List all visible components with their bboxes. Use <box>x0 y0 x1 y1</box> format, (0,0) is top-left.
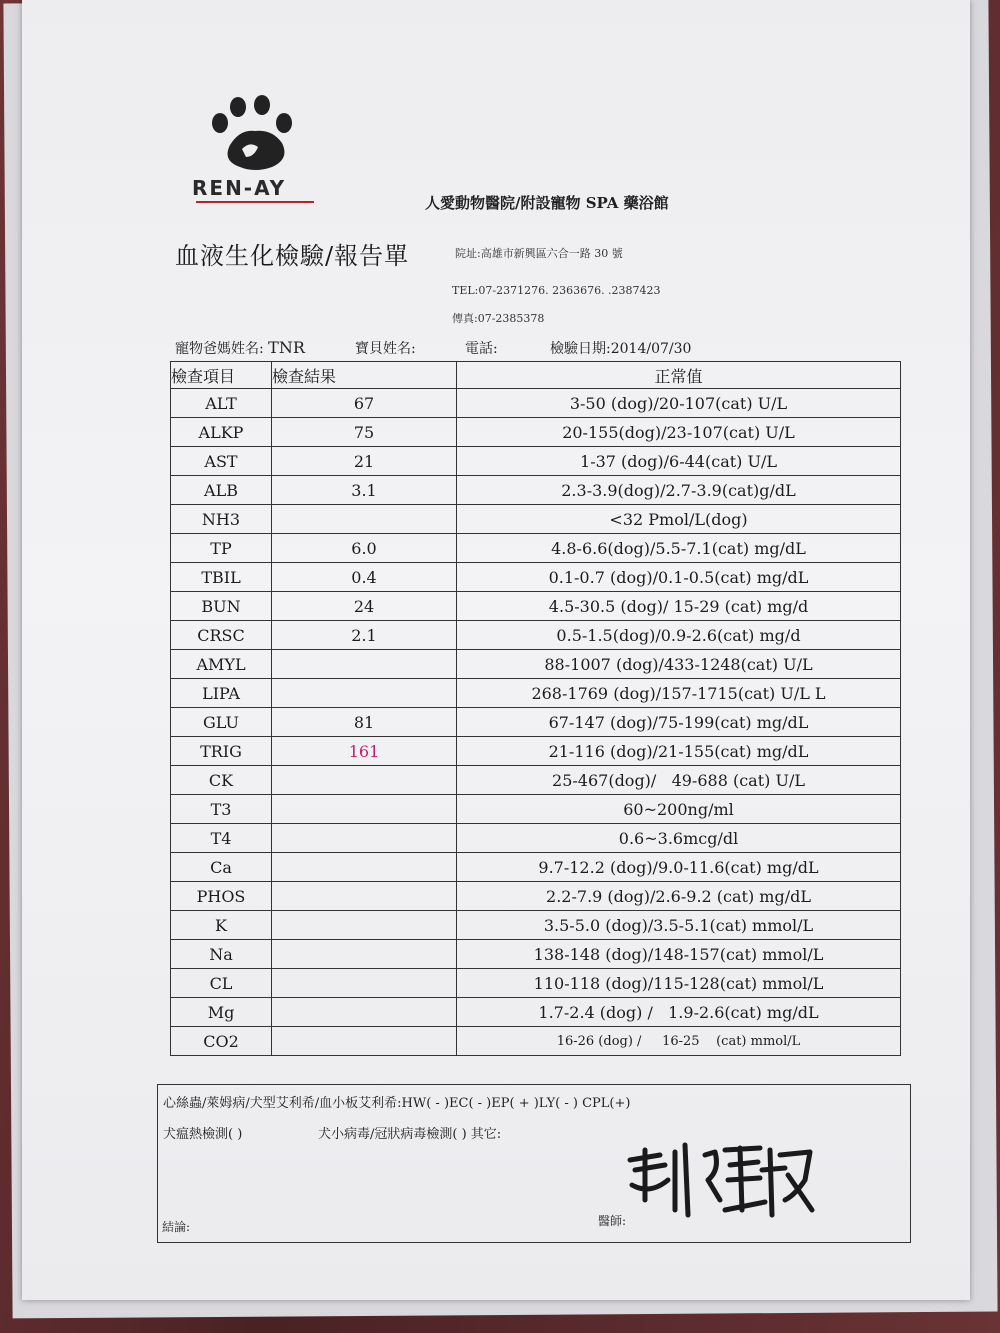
normal-range: 88-1007 (dog)/433-1248(cat) U/L <box>457 650 901 679</box>
owner-field <box>175 338 305 358</box>
heartworm-test-line: 心絲蟲/萊姆病/犬型艾利希/血小板艾利希:HW( - )EC( - )EP( + )LY( - ) CPL(+) <box>163 1096 631 1111</box>
test-item: T4 <box>171 824 272 853</box>
owner-value: TNR <box>268 338 305 357</box>
test-result: 21 <box>272 447 457 476</box>
table-row <box>171 882 901 911</box>
test-item: Na <box>171 940 272 969</box>
table-row <box>171 418 901 447</box>
normal-range: 110-118 (dog)/115-128(cat) mmol/L <box>457 969 901 998</box>
test-item: TP <box>171 534 272 563</box>
table-row <box>171 679 901 708</box>
normal-range: 4.5-30.5 (dog)/ 15-29 (cat) mg/d <box>457 592 901 621</box>
table-row <box>171 476 901 505</box>
header-normal: 正常值 <box>457 362 901 389</box>
brand-underline <box>196 201 314 203</box>
test-item: GLU <box>171 708 272 737</box>
normal-range: 3.5-5.0 (dog)/3.5-5.1(cat) mmol/L <box>457 911 901 940</box>
test-item: CL <box>171 969 272 998</box>
normal-range: 2.2-7.9 (dog)/2.6-9.2 (cat) mg/dL <box>457 882 901 911</box>
table-row <box>171 795 901 824</box>
table-row <box>171 824 901 853</box>
test-result <box>272 882 457 911</box>
test-item: ALKP <box>171 418 272 447</box>
normal-range: 1.7-2.4 (dog) / 1.9-2.6(cat) mg/dL <box>457 998 901 1027</box>
table-row <box>171 998 901 1027</box>
normal-range: 0.5-1.5(dog)/0.9-2.6(cat) mg/d <box>457 621 901 650</box>
normal-range: 0.1-0.7 (dog)/0.1-0.5(cat) mg/dL <box>457 563 901 592</box>
table-row <box>171 940 901 969</box>
test-item: T3 <box>171 795 272 824</box>
test-result <box>272 824 457 853</box>
normal-range: 1-37 (dog)/6-44(cat) U/L <box>457 447 901 476</box>
test-item: TRIG <box>171 737 272 766</box>
test-item: Mg <box>171 998 272 1027</box>
test-result <box>272 1027 457 1056</box>
test-result: 24 <box>272 592 457 621</box>
test-item: CO2 <box>171 1027 272 1056</box>
fax: 傳真:07-2385378 <box>452 312 545 325</box>
test-result: 0.4 <box>272 563 457 592</box>
table-row <box>171 737 901 766</box>
test-result <box>272 650 457 679</box>
test-item: ALB <box>171 476 272 505</box>
test-item: NH3 <box>171 505 272 534</box>
test-item: PHOS <box>171 882 272 911</box>
test-result: 161 <box>272 737 457 766</box>
normal-range: 25-467(dog)/ 49-688 (cat) U/L <box>457 766 901 795</box>
normal-range: 268-1769 (dog)/157-1715(cat) U/L L <box>457 679 901 708</box>
test-result: 67 <box>272 389 457 418</box>
normal-range: 67-147 (dog)/75-199(cat) mg/dL <box>457 708 901 737</box>
table-row <box>171 447 901 476</box>
test-item: K <box>171 911 272 940</box>
test-item: AST <box>171 447 272 476</box>
telephone: TEL:07-2371276. 2363676. .2387423 <box>452 284 661 297</box>
test-result <box>272 505 457 534</box>
test-item: AMYL <box>171 650 272 679</box>
normal-range: 0.6~3.6mcg/dl <box>457 824 901 853</box>
test-result: 2.1 <box>272 621 457 650</box>
paw-logo-icon <box>200 95 310 175</box>
test-result <box>272 853 457 882</box>
phone-label: 電話: <box>465 341 498 357</box>
table-row <box>171 389 901 418</box>
table-row <box>171 853 901 882</box>
normal-range: 60~200ng/ml <box>457 795 901 824</box>
table-header-row <box>171 362 901 389</box>
test-item: CRSC <box>171 621 272 650</box>
normal-range: 20-155(dog)/23-107(cat) U/L <box>457 418 901 447</box>
test-result <box>272 940 457 969</box>
test-item: Ca <box>171 853 272 882</box>
header-result: 檢查結果 <box>272 362 457 389</box>
test-item: LIPA <box>171 679 272 708</box>
table-row <box>171 708 901 737</box>
test-date-label: 檢驗日期: <box>550 341 611 357</box>
normal-range: 2.3-3.9(dog)/2.7-3.9(cat)g/dL <box>457 476 901 505</box>
normal-range: 16-26 (dog) / 16-25 (cat) mmol/L <box>457 1027 901 1056</box>
table-row <box>171 650 901 679</box>
test-item: TBIL <box>171 563 272 592</box>
owner-label: 寵物爸媽姓名: <box>175 341 264 357</box>
test-result <box>272 795 457 824</box>
table-row <box>171 563 901 592</box>
test-result <box>272 679 457 708</box>
normal-range: 21-116 (dog)/21-155(cat) mg/dL <box>457 737 901 766</box>
normal-range: 9.7-12.2 (dog)/9.0-11.6(cat) mg/dL <box>457 853 901 882</box>
report-title: 血液生化檢驗/報告單 <box>175 242 410 270</box>
test-result: 6.0 <box>272 534 457 563</box>
test-result: 81 <box>272 708 457 737</box>
brand-name: REN-AY <box>192 176 287 200</box>
pet-name-label: 寶貝姓名: <box>355 341 416 357</box>
table-row <box>171 505 901 534</box>
test-result: 3.1 <box>272 476 457 505</box>
normal-range: 4.8-6.6(dog)/5.5-7.1(cat) mg/dL <box>457 534 901 563</box>
test-date-value: 2014/07/30 <box>610 341 692 357</box>
table-row <box>171 1027 901 1056</box>
table-row <box>171 911 901 940</box>
test-date-field <box>550 338 691 358</box>
test-result <box>272 998 457 1027</box>
hospital-name: 人愛動物醫院/附設寵物 SPA 藥浴館 <box>425 194 669 212</box>
distemper-test: 犬瘟熱檢測( ) <box>163 1127 243 1142</box>
address: 院址:高雄市新興區六合一路 30 號 <box>455 247 623 260</box>
conclusion-label: 結論: <box>162 1220 191 1234</box>
header-item: 檢查項目 <box>171 362 272 389</box>
normal-range: 138-148 (dog)/148-157(cat) mmol/L <box>457 940 901 969</box>
normal-range: <32 Pmol/L(dog) <box>457 505 901 534</box>
doctor-signature <box>620 1140 820 1225</box>
results-table <box>170 361 901 1056</box>
test-item: BUN <box>171 592 272 621</box>
table-row <box>171 534 901 563</box>
table-row <box>171 969 901 998</box>
normal-range: 3-50 (dog)/20-107(cat) U/L <box>457 389 901 418</box>
test-item: ALT <box>171 389 272 418</box>
parvo-corona-test: 犬小病毒/冠狀病毒檢測( ) 其它: <box>318 1127 502 1142</box>
test-result: 75 <box>272 418 457 447</box>
table-row <box>171 766 901 795</box>
table-row <box>171 592 901 621</box>
test-result <box>272 766 457 795</box>
table-row <box>171 621 901 650</box>
doctor-label: 醫師: <box>598 1214 627 1228</box>
test-result <box>272 969 457 998</box>
test-result <box>272 911 457 940</box>
test-item: CK <box>171 766 272 795</box>
